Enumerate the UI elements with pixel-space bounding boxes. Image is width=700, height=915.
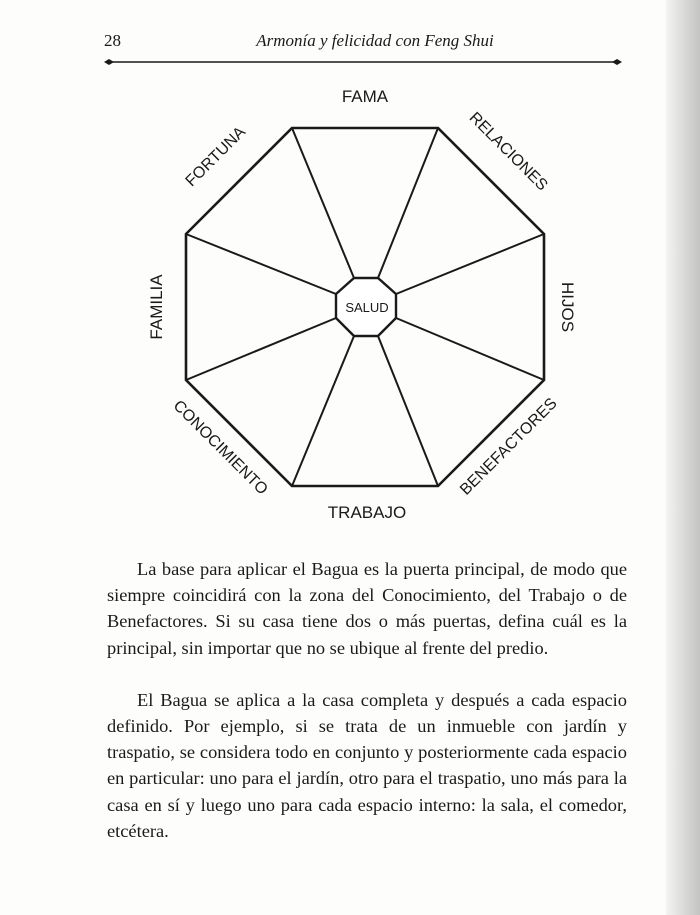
bagua-spoke (186, 234, 336, 294)
bagua-spoke (292, 128, 354, 278)
running-title: Armonía y felicidad con Feng Shui (256, 31, 494, 50)
bagua-spoke (396, 234, 544, 294)
paragraph: El Bagua se aplica a la casa completa y después a cada espacio definido. Por ejemplo, si se trata de un inmueble con jardín y traspatio, se considera todo en conjunto y posteriormente cada espacio en particular: uno para el jardín, otro para el traspatio, uno más para la casa en sí y luego uno para cada espacio interno: la sala, el comedor, etcétera. (107, 689, 627, 841)
bagua-label-hijos: HIJOS (558, 281, 577, 333)
bagua-label-familia: FAMILIA (147, 274, 166, 340)
bagua-label-benefactores: BENEFACTORES (457, 395, 561, 499)
bagua-spoke (186, 318, 336, 380)
page-number: 28 (104, 31, 121, 50)
bagua-spoke (378, 336, 438, 486)
body-text (107, 556, 627, 844)
bagua-label-salud: SALUD (345, 300, 389, 315)
bagua-spoke (378, 128, 438, 278)
bagua-spoke (396, 318, 544, 380)
bagua-label-fama: FAMA (341, 87, 389, 106)
bagua-label-relaciones: RELACIONES (465, 109, 551, 195)
bagua-label-trabajo: TRABAJO (327, 503, 407, 522)
bagua-label-conocimiento: CONOCIMIENTO (169, 397, 271, 499)
bagua-spoke (292, 336, 354, 486)
bagua-label-fortuna: FORTUNA (182, 123, 250, 191)
paragraph: La base para aplicar el Bagua es la puerta principal, de modo que siempre coincidirá con la zona del Conocimiento, del Trabajo o de Benefactores. Si su casa tiene dos o más puertas, defina cuál es la principal, sin importar que no se ubique al frente del predio. (107, 559, 627, 658)
